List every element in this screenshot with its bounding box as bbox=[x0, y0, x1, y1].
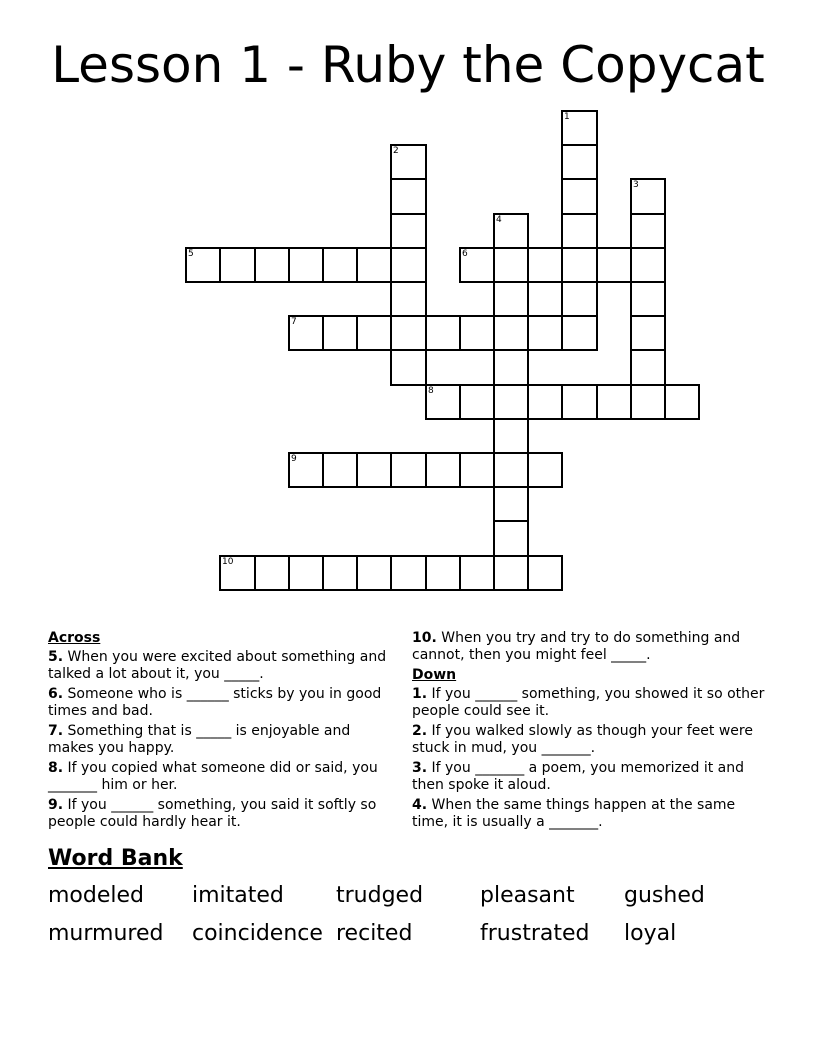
crossword-cell[interactable] bbox=[493, 349, 529, 386]
crossword-cell[interactable] bbox=[390, 315, 427, 351]
word-bank-word: gushed bbox=[624, 883, 705, 908]
word-bank-word: recited bbox=[336, 921, 413, 946]
crossword-cell[interactable] bbox=[596, 247, 632, 283]
crossword-cell[interactable] bbox=[322, 315, 358, 351]
clue-number: 7 bbox=[291, 317, 297, 327]
crossword-cell[interactable] bbox=[322, 555, 358, 591]
crossword-cell[interactable] bbox=[356, 315, 392, 351]
crossword-cell[interactable] bbox=[493, 281, 529, 317]
crossword-cell[interactable] bbox=[596, 384, 632, 420]
across-heading: Across bbox=[48, 630, 101, 646]
clues-left-column bbox=[48, 630, 393, 834]
crossword-cell[interactable] bbox=[561, 213, 598, 249]
crossword-cell[interactable] bbox=[425, 315, 461, 351]
crossword-cell[interactable] bbox=[288, 315, 324, 351]
clue-across-5: 5. When you were excited about something and talked a lot about it, you _____. bbox=[48, 649, 387, 682]
crossword-cell[interactable] bbox=[390, 178, 427, 215]
crossword-cell[interactable] bbox=[527, 247, 563, 283]
crossword-cell[interactable] bbox=[630, 178, 666, 215]
clue-number: 3 bbox=[633, 180, 639, 190]
crossword-cell[interactable] bbox=[459, 555, 495, 591]
crossword-cell[interactable] bbox=[288, 452, 324, 488]
clue-number: 2 bbox=[393, 146, 399, 156]
crossword-cell[interactable] bbox=[561, 384, 598, 420]
crossword-cell[interactable] bbox=[425, 384, 461, 420]
crossword-cell[interactable] bbox=[219, 555, 256, 591]
crossword-cell[interactable] bbox=[390, 349, 427, 386]
word-bank-word: loyal bbox=[624, 921, 677, 946]
word-bank-word: murmured bbox=[48, 921, 164, 946]
clue-down-3: 3. If you _______ a poem, you memorized it and then spoke it aloud. bbox=[412, 760, 745, 793]
crossword-cell[interactable] bbox=[561, 178, 598, 215]
clue-across-6: 6. Someone who is ______ sticks by you in good times and bad. bbox=[48, 686, 382, 719]
crossword-cell[interactable] bbox=[493, 486, 529, 522]
word-bank-word: trudged bbox=[336, 883, 424, 908]
clue-across-9: 9. If you ______ something, you said it softly so people could hardly hear it. bbox=[48, 797, 377, 830]
clue-number: 1 bbox=[564, 112, 570, 122]
crossword-cell[interactable] bbox=[459, 247, 495, 283]
crossword-cell[interactable] bbox=[390, 452, 427, 488]
page-title: Lesson 1 - Ruby the Copycat bbox=[51, 36, 765, 94]
crossword-cell[interactable] bbox=[561, 315, 598, 351]
crossword-cell[interactable] bbox=[630, 349, 666, 386]
crossword-cell[interactable] bbox=[527, 452, 563, 488]
crossword-cell[interactable] bbox=[630, 384, 666, 420]
crossword-cell[interactable] bbox=[390, 555, 427, 591]
crossword-cell[interactable] bbox=[322, 247, 358, 283]
crossword-cell[interactable] bbox=[288, 555, 324, 591]
crossword-cell[interactable] bbox=[459, 384, 495, 420]
word-bank-word: frustrated bbox=[480, 921, 590, 946]
crossword-cell[interactable] bbox=[630, 281, 666, 317]
crossword-cell[interactable] bbox=[561, 247, 598, 283]
crossword-cell[interactable] bbox=[185, 247, 221, 283]
crossword-cell[interactable] bbox=[630, 315, 666, 351]
crossword-cell[interactable] bbox=[425, 452, 461, 488]
clue-across-7: 7. Something that is _____ is enjoyable and makes you happy. bbox=[48, 723, 351, 756]
crossword-cell[interactable] bbox=[390, 247, 427, 283]
crossword-cell[interactable] bbox=[493, 247, 529, 283]
crossword-cell[interactable] bbox=[493, 520, 529, 557]
clue-number: 10 bbox=[222, 557, 234, 567]
word-bank-title: Word Bank bbox=[48, 846, 183, 871]
crossword-cell[interactable] bbox=[322, 452, 358, 488]
down-heading: Down bbox=[412, 667, 457, 683]
clues-right-column bbox=[412, 630, 772, 834]
clue-number: 8 bbox=[428, 386, 434, 396]
clue-number: 5 bbox=[188, 249, 194, 259]
word-bank-word: pleasant bbox=[480, 883, 575, 908]
crossword-cell[interactable] bbox=[356, 555, 392, 591]
crossword-cell[interactable] bbox=[630, 247, 666, 283]
crossword-cell[interactable] bbox=[561, 144, 598, 180]
clue-down-1: 1. If you ______ something, you showed it so other people could see it. bbox=[412, 686, 765, 719]
crossword-cell[interactable] bbox=[425, 555, 461, 591]
clue-number: 4 bbox=[496, 215, 502, 225]
crossword-cell[interactable] bbox=[527, 384, 563, 420]
crossword-cell[interactable] bbox=[493, 315, 529, 351]
crossword-cell[interactable] bbox=[493, 555, 529, 591]
crossword-cell[interactable] bbox=[254, 555, 290, 591]
clue-across-10: 10. When you try and try to do something and cannot, then you might feel _____. bbox=[412, 630, 741, 663]
crossword-cell[interactable] bbox=[664, 384, 700, 420]
crossword-cell[interactable] bbox=[561, 281, 598, 317]
crossword-cell[interactable] bbox=[390, 144, 427, 180]
crossword-cell[interactable] bbox=[459, 315, 495, 351]
crossword-cell[interactable] bbox=[254, 247, 290, 283]
clue-down-2: 2. If you walked slowly as though your feet were stuck in mud, you _______. bbox=[412, 723, 753, 756]
crossword-cell[interactable] bbox=[561, 110, 598, 146]
crossword-cell[interactable] bbox=[493, 418, 529, 454]
word-bank-word: modeled bbox=[48, 883, 145, 908]
clue-number: 9 bbox=[291, 454, 297, 464]
clue-down-4: 4. When the same things happen at the same time, it is usually a _______. bbox=[412, 797, 736, 830]
clue-across-8: 8. If you copied what someone did or said, you _______ him or her. bbox=[48, 760, 378, 793]
crossword-cell[interactable] bbox=[219, 247, 256, 283]
crossword-cell[interactable] bbox=[356, 247, 392, 283]
crossword-cell[interactable] bbox=[356, 452, 392, 488]
crossword-cell[interactable] bbox=[493, 452, 529, 488]
crossword-cell[interactable] bbox=[527, 315, 563, 351]
crossword-cell[interactable] bbox=[493, 384, 529, 420]
crossword-cell[interactable] bbox=[390, 213, 427, 249]
crossword-cell[interactable] bbox=[493, 213, 529, 249]
crossword-cell[interactable] bbox=[630, 213, 666, 249]
clue-number: 6 bbox=[462, 249, 468, 259]
crossword-cell[interactable] bbox=[288, 247, 324, 283]
word-bank-word: imitated bbox=[192, 883, 284, 908]
crossword-cell[interactable] bbox=[527, 555, 563, 591]
crossword-cell[interactable] bbox=[390, 281, 427, 317]
crossword-cell[interactable] bbox=[459, 452, 495, 488]
word-bank-word: coincidence bbox=[192, 921, 323, 946]
